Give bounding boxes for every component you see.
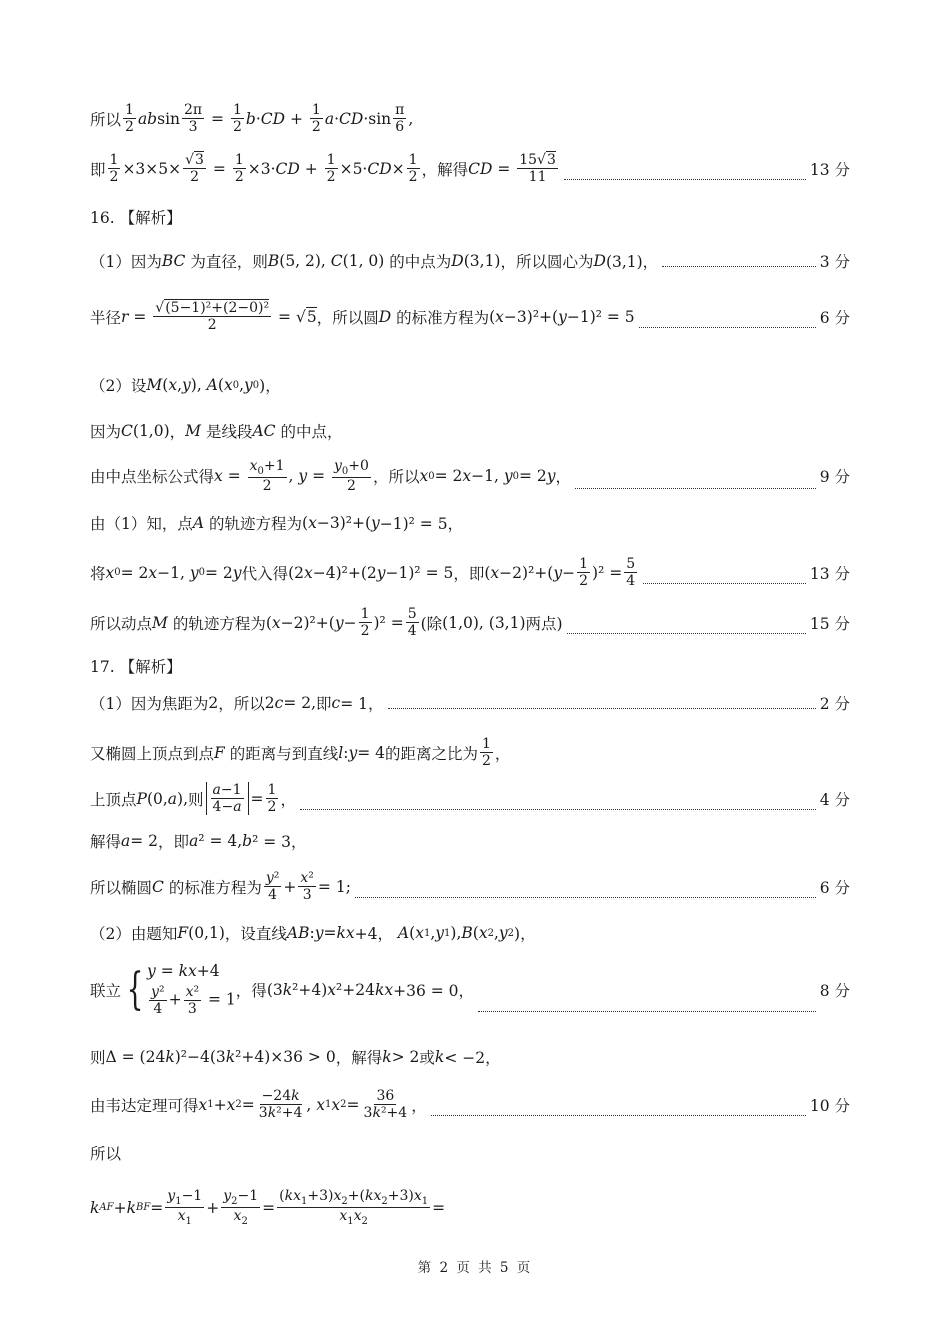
- section-heading-17: 17. 【解析】: [90, 658, 182, 676]
- line-solve-cd: 即 $\frac{1}{2}$ ×3×5× $\frac{√3}{2}$ = $\frac{1}{2}$ ×3· CD + $\frac{1}{2}$ ×5· CD × $\frac{1}{2}$ ，解得 CD = $\frac{15√3}{11}$ 13 分: [90, 152, 850, 186]
- score-leader: [564, 179, 806, 180]
- line-circle-radius: 半径 r = $\frac{\text{√(5−1)²+(2−0)²}}{2}$ = √ 5 ，所以圆 D 的标准方程为 ( x −3)²+( y −1)² = 5 6 分: [90, 300, 850, 334]
- page-footer: 第 2 页 共 5 页: [417, 1260, 533, 1276]
- line-solve-a: 解得 a = 2 ，即 a ² = 4, b ² = 3，: [90, 832, 307, 851]
- score-label: 15 分: [809, 614, 850, 633]
- score-label: 9 分: [819, 468, 850, 487]
- line-system: 联立 { y = kx+4 $\frac{\text{y²}}{4}$ + $\frac{\text{x²}}{3}$ = 1 ，得 (3 k ²+4) x ²+24 kx +36 = 0， 8 分: [90, 962, 850, 1018]
- line-set-points: （2）设 M ( x , y ), A ( x 0 , y 0 )，: [90, 376, 281, 395]
- score-label: 6 分: [819, 878, 850, 897]
- score-label: 10 分: [809, 1096, 850, 1115]
- line-set-line-ab: （2）由题知 F (0,1) ，设直线 AB : y = kx +4， A ( x 1 , y 1 ), B ( x 2 , y 2 )，: [90, 924, 536, 943]
- line-therefore: 所以: [90, 1145, 122, 1163]
- score-label: 8 分: [819, 981, 850, 1000]
- line-midpoint-statement: 因为 C (1,0) ， M 是线段 AC 的中点，: [90, 422, 343, 441]
- line-vieta: 由韦达定理可得 x 1 + x 2 = $\frac{-24k}{\text{3k²+4}}$ , x 1 x 2 = $\frac{36}{\text{3k²+4}}$ ， 10 分: [90, 1088, 850, 1122]
- line-focal-distance: （1）因为焦距为 2 ，所以 2 c = 2, 即 c = 1， 2 分: [90, 694, 850, 713]
- score-label: 6 分: [819, 308, 850, 327]
- score-label: 13 分: [809, 160, 850, 179]
- line-circle-center: （1）因为 BC 为直径，则 B (5, 2), C (1, 0) 的中点为 D (3,1) ，所以圆心为 D (3,1)， 3 分: [90, 252, 850, 271]
- line-slope-sum: k AF + k BF = $\frac{y_1-1}{x_1}$ + $\frac{y_2-1}{x_2}$ = $\frac{(kx_1+3)x_2+(kx_2+3)x_1}{x_1x_2}$ =: [90, 1188, 446, 1228]
- line-lead: 即: [90, 160, 106, 179]
- line-ratio-condition: 又椭圆上顶点到点 F 的距离与到直线 l : y = 4 的距离之比为 $\frac{1}{2}$ ，: [90, 736, 511, 770]
- line-locus-m: 所以动点 M 的轨迹方程为 ( x −2)²+( y − $\frac{1}{2}$ )² = $\frac{5}{4}$ (除 (1,0), (3,1) 两点) 15 分: [90, 606, 850, 640]
- line-discriminant: 则 Δ = (24 k )²−4(3 k ²+4)×36 > 0 ，解得 k > 2 或 k < −2，: [90, 1048, 501, 1067]
- line-mid: ，解得: [421, 160, 469, 179]
- line-top-vertex: 上顶点 P (0, a ), 则 $\frac{a-1}{4-a}$ = $\frac{1}{2}$ ， 4 分: [90, 782, 850, 816]
- line-substitute: 将 x 0 = 2 x −1, y 0 = 2 y 代入得 (2 x −4)²+(2 y −1)² = 5 ，即 ( x −2)²+( y − $\frac{1}{2}$ )² = $\frac{5}{4}$ 13 分: [90, 556, 850, 590]
- line-midpoint-formula: 由中点坐标公式得 x = $\frac{x_0+1}{2}$ , y = $\frac{y_0+0}{2}$ ，所以 x 0 = 2 x −1, y 0 = 2 y ， 9 分: [90, 458, 850, 495]
- line-ellipse-equation: 所以椭圆 C 的标准方程为 $\frac{\text{y²}}{4}$ + $\frac{\text{x²}}{3}$ = 1; 6 分: [90, 870, 850, 904]
- line-area-equation: 所以 $\frac{1}{2}$ ab sin $\frac{2\pi}{3}$ = $\frac{1}{2}$ b · CD + $\frac{1}{2}$ a · CD ·sin $\frac{\pi}{6}$ ,: [90, 102, 414, 136]
- score-label: 3 分: [819, 253, 850, 271]
- line-locus-a: 由（1）知，点 A 的轨迹方程为 ( x −3)²+( y −1)² = 5，: [90, 514, 464, 533]
- score-label: 2 分: [819, 695, 850, 713]
- line-lead: 所以: [90, 110, 122, 129]
- score-label: 4 分: [819, 790, 850, 809]
- score-label: 13 分: [809, 564, 850, 583]
- section-heading-16: 16. 【解析】: [90, 209, 182, 227]
